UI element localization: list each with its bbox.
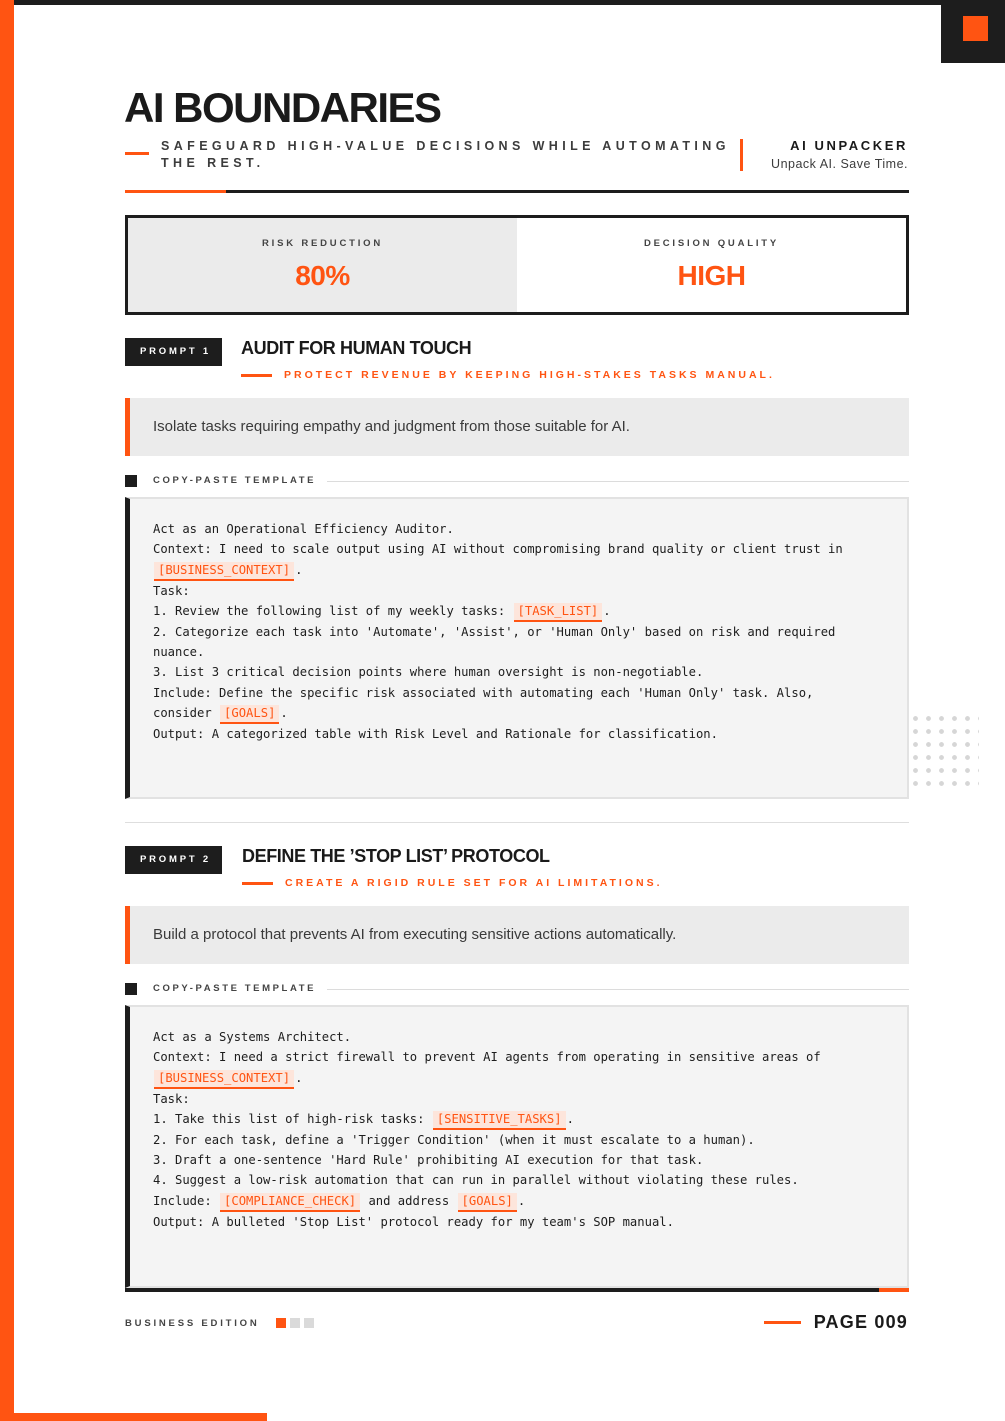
prompt-2-title: DEFINE THE ’STOP LIST’ PROTOCOL	[242, 846, 550, 866]
template-text: .	[295, 562, 303, 577]
template-text: Task:	[153, 1091, 190, 1106]
template-line	[153, 683, 884, 703]
template-text: Output: A categorized table with Risk Level and Rationale for classification.	[153, 727, 718, 742]
dot-pattern	[909, 712, 979, 787]
template-line	[153, 539, 884, 559]
template-line	[153, 1089, 884, 1109]
template-line	[153, 1170, 884, 1190]
placeholder-token: [BUSINESS_CONTEXT]	[154, 1070, 294, 1089]
template-line	[153, 1191, 884, 1212]
template-text: Output: A bulleted 'Stop List' protocol ready for my team's SOP manual.	[153, 1214, 674, 1229]
template-text: 4. Suggest a low-risk automation that can run in parallel without violating these rules.	[153, 1173, 799, 1188]
template-text: Context: I need a strict firewall to prevent AI agents from operating in sensitive areas of	[153, 1050, 821, 1065]
template-text: Include:	[153, 1193, 220, 1208]
template-line	[153, 601, 884, 622]
footer-rule	[125, 1288, 909, 1292]
prompt-1-badge: PROMPT 1	[125, 338, 222, 366]
template-text: 3. Draft a one-sentence 'Hard Rule' prohibiting AI execution for that task.	[153, 1153, 704, 1168]
brand-tagline: Unpack AI. Save Time.	[771, 157, 908, 171]
template-line	[153, 1109, 884, 1130]
placeholder-token: [BUSINESS_CONTEXT]	[154, 562, 294, 581]
template-text: and address	[361, 1193, 457, 1208]
edition-label: BUSINESS EDITION	[125, 1318, 260, 1329]
stat-label: DECISION QUALITY	[643, 238, 780, 249]
template-rule	[327, 481, 909, 482]
bottom-accent-bar	[0, 1413, 267, 1421]
stat-value: 80%	[295, 260, 350, 291]
header-rule-accent	[125, 190, 226, 193]
placeholder-token: [COMPLIANCE_CHECK]	[220, 1193, 360, 1212]
page-title: AI BOUNDARIES	[124, 84, 441, 131]
template-text: consider	[153, 706, 220, 721]
template-line	[153, 1150, 884, 1170]
page-dot	[304, 1318, 314, 1328]
page-number: PAGE 009	[813, 1312, 908, 1332]
template-line	[153, 642, 884, 662]
placeholder-token: [GOALS]	[220, 705, 279, 724]
page-indicator	[276, 1318, 314, 1328]
corner-logo-block	[941, 0, 1005, 63]
template-text: Task:	[153, 583, 190, 598]
template-line	[153, 1068, 884, 1089]
template-text: 1. Take this list of high-risk tasks:	[153, 1111, 432, 1126]
stat-risk-reduction	[128, 218, 517, 312]
stat-decision-quality	[517, 218, 906, 312]
template-line	[153, 519, 884, 539]
placeholder-token: [SENSITIVE_TASKS]	[433, 1111, 566, 1130]
template-text: Include: Define the specific risk associated with automating each 'Human Only' task. Also,	[153, 685, 814, 700]
prompt-1-description: Isolate tasks requiring empathy and judgment from those suitable for AI.	[125, 398, 909, 456]
template-line	[153, 662, 884, 682]
prompt-2-template[interactable]	[125, 1005, 909, 1288]
brand-divider	[740, 139, 743, 171]
template-line	[153, 724, 884, 744]
template-text: 2. For each task, define a 'Trigger Condition' (when it must escalate to a human).	[153, 1132, 755, 1147]
template-text: .	[517, 1193, 526, 1208]
prompt-2-description: Build a protocol that prevents AI from executing sensitive actions automatically.	[125, 906, 909, 964]
template-text: 1. Review the following list of my weekly tasks:	[153, 603, 513, 618]
footer-rule-accent	[879, 1288, 909, 1292]
template-text: .	[566, 1111, 574, 1126]
template-text: 3. List 3 critical decision points where human oversight is non-negotiable.	[153, 665, 704, 680]
template-line	[153, 1047, 884, 1067]
placeholder-token: [TASK_LIST]	[514, 603, 603, 622]
template-text: .	[280, 706, 288, 721]
prompt-1-template[interactable]	[125, 497, 909, 799]
prompt-1-subtitle: PROTECT REVENUE BY KEEPING HIGH-STAKES TASKS MANUAL.	[284, 369, 775, 381]
template-line	[153, 1130, 884, 1150]
template-marker	[125, 983, 137, 995]
page-subtitle: SAFEGUARD HIGH-VALUE DECISIONS WHILE AUTOMATING THE REST.	[161, 139, 730, 170]
template-line	[153, 703, 884, 724]
template-text: Context: I need to scale output using AI without compromising brand quality or client trust in	[153, 542, 843, 557]
prompt-2-badge: PROMPT 2	[125, 846, 222, 874]
prompt-2-subtitle: CREATE A RIGID RULE SET FOR AI LIMITATIONS.	[285, 877, 663, 889]
left-accent-bar	[0, 0, 14, 1421]
subtitle-dash	[125, 152, 149, 155]
stat-label: RISK REDUCTION	[261, 238, 383, 249]
stats-panel	[125, 215, 909, 315]
template-line	[153, 581, 884, 601]
template-marker	[125, 475, 137, 487]
square-icon	[963, 16, 988, 41]
template-label: COPY-PASTE TEMPLATE	[153, 983, 317, 994]
top-border	[0, 0, 1005, 5]
page-dot-active	[276, 1318, 286, 1328]
prompt-2-dash	[242, 882, 273, 885]
template-line	[153, 1212, 884, 1232]
template-text: nuance.	[153, 645, 205, 660]
prompt-1-dash	[241, 374, 272, 377]
brand-name: AI UNPACKER	[790, 138, 908, 153]
template-rule	[327, 989, 909, 990]
template-line	[153, 560, 884, 581]
template-text: 2. Categorize each task into 'Automate', 'Assist', or 'Human Only' based on risk and required	[153, 624, 836, 639]
template-text: Act as an Operational Efficiency Auditor.	[153, 522, 454, 536]
page-number-dash	[764, 1321, 801, 1324]
template-line	[153, 622, 884, 642]
placeholder-token: [GOALS]	[458, 1193, 517, 1212]
prompt-1-title: AUDIT FOR HUMAN TOUCH	[241, 338, 472, 358]
stat-value: HIGH	[677, 260, 746, 291]
template-text: Act as a Systems Architect.	[153, 1030, 352, 1044]
template-text: .	[295, 1070, 303, 1085]
template-text: .	[603, 603, 611, 618]
section-divider	[125, 822, 909, 823]
template-label: COPY-PASTE TEMPLATE	[153, 475, 317, 486]
template-line	[153, 1027, 884, 1047]
header-rule	[125, 190, 909, 193]
page-dot	[290, 1318, 300, 1328]
